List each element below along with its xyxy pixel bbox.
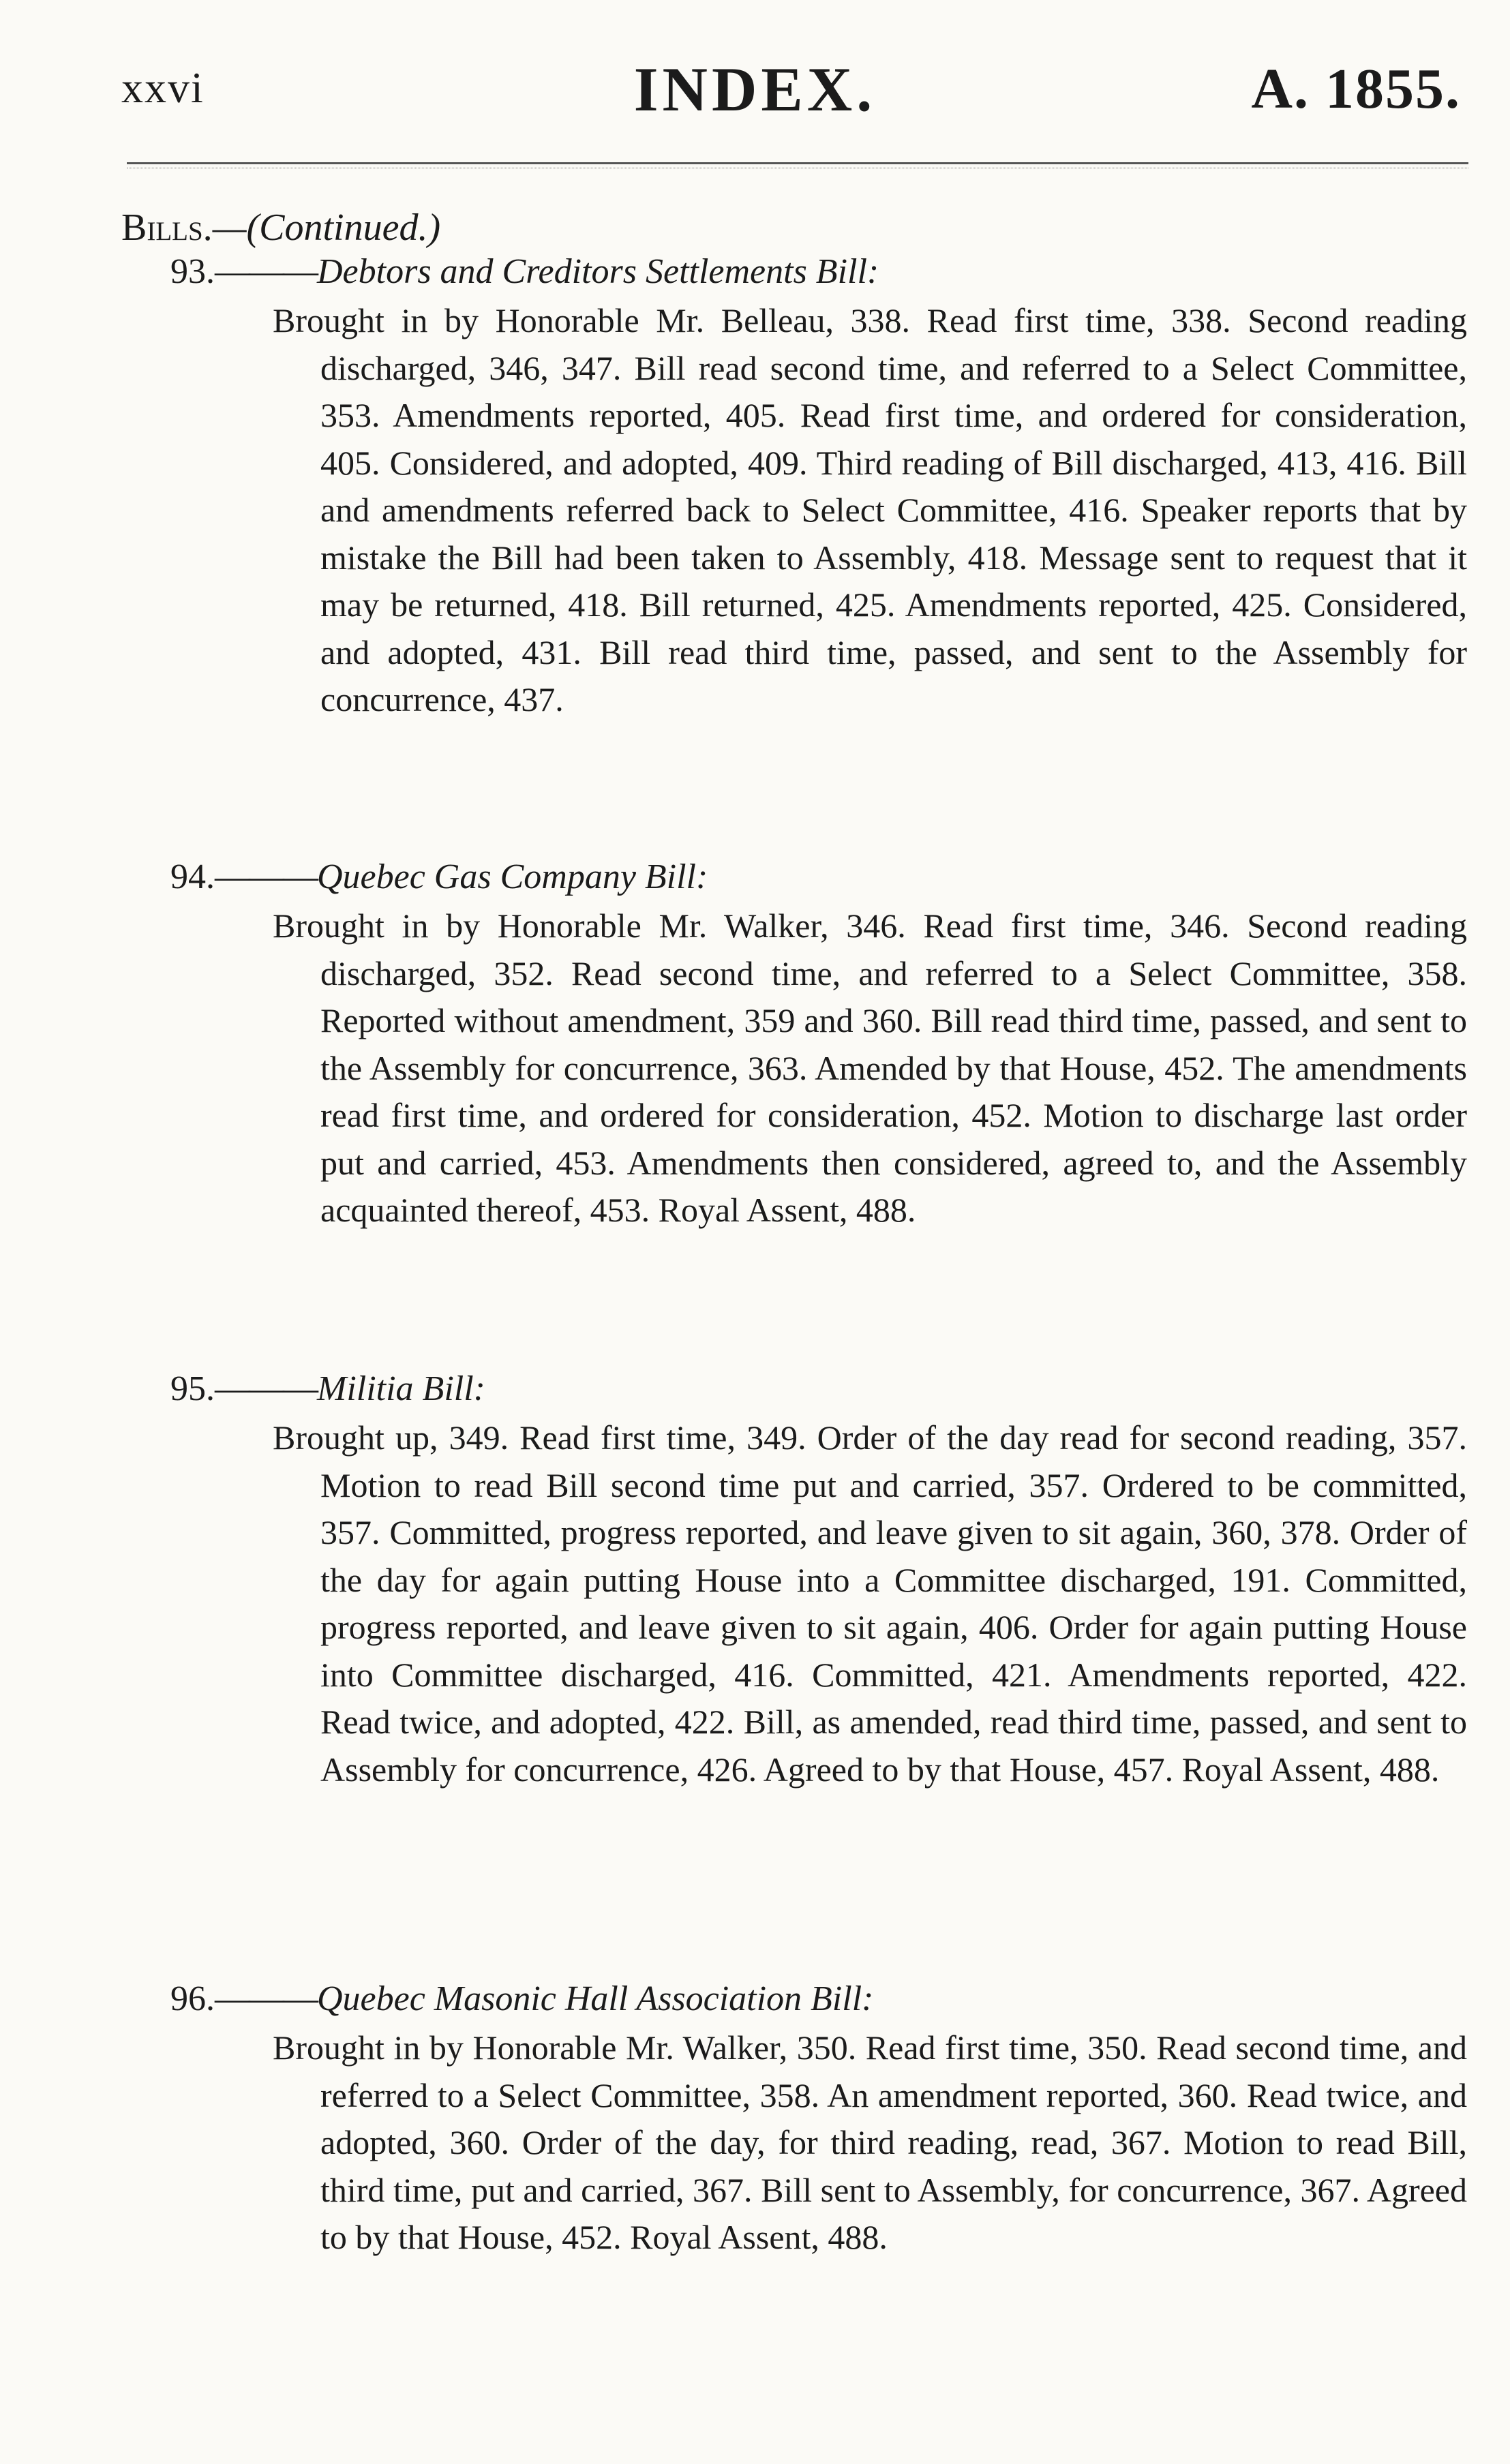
entry-dash: ——— [215, 857, 317, 896]
bill-entry [170, 853, 1468, 1234]
entry-dash: ——— [215, 1369, 317, 1408]
entry-number: 95. [170, 1369, 215, 1408]
entry-body: Brought in by Honorable Mr. Walker, 346. Read first time, 346. Second reading discharged, 352. Read second time, and referred to a Select Committee, 358. Reported without amendment, 359 and 360. Bill read third time, passed, and sent to the Assembly for concurrence, 363. Amended by that House, 452. The amendments read first time, and ordered for consideration, 452. Motion to discharge last order put and carried, 453. Amendments then considered, agreed to, and the Assembly acquainted thereof, 453. Royal Assent, 488. [273, 907, 1467, 1229]
bill-entry [170, 1975, 1468, 2262]
page-number: xxvi [121, 63, 205, 112]
bill-title: Debtors and Creditors Settlements Bill: [317, 252, 879, 291]
entry-number: 93. [170, 252, 215, 291]
entry-heading [170, 248, 1468, 296]
entry-number: 96. [170, 1979, 215, 2018]
section-continued: —(Continued.) [212, 207, 441, 249]
entry-body: Brought up, 349. Read first time, 349. Order of the day read for second reading, 357. Motion to read Bill second time put and carried, 357. Ordered to be committed, 357. Committed, progress reported, and leave given to sit again, 360, 378. Order of the day for again putting House into a Committee discharged, 191. Committed, progress reported, and leave given to sit again, 406. Order for again putting House into Committee discharged, 416. Committed, 421. Amendments reported, 422. Read twice, and adopted, 422. Bill, as amended, read third time, passed, and sent to Assembly for concurrence, 426. Agreed to by that House, 457. Royal Assent, 488. [273, 1418, 1467, 1789]
year-label: A. 1855. [1251, 57, 1461, 121]
entry-dash: ——— [215, 252, 317, 291]
section-name: Bills. [121, 207, 213, 249]
entry-dash: ——— [215, 1979, 317, 2018]
bill-title: Militia Bill: [317, 1369, 485, 1408]
bill-entry [170, 1365, 1468, 1793]
page-title: INDEX. [633, 55, 877, 124]
bill-title: Quebec Masonic Hall Association Bill: [317, 1979, 874, 2018]
header-rule [127, 162, 1468, 164]
page-header [0, 0, 1510, 164]
entry-body: Brought in by Honorable Mr. Belleau, 338. Read first time, 338. Second reading discharged, 346, 347. Bill read second time, and referred to a Select Committee, 353. Amendments reported, 405. Read first time, and ordered for consideration, 405. Considered, and adopted, 409. Third reading of Bill discharged, 413, 416. Bill and amendments referred back to Select Committee, 416. Speaker reports that by mistake the Bill had been taken to Assembly, 418. Message sent to request that it may be returned, 418. Bill returned, 425. Amendments reported, 425. Considered, and adopted, 431. Bill read third time, passed, and sent to the Assembly for concurrence, 437. [273, 301, 1467, 718]
entry-heading [170, 1365, 1468, 1413]
entry-heading [170, 1975, 1468, 2023]
entry-number: 94. [170, 857, 215, 896]
entry-body: Brought in by Honorable Mr. Walker, 350. Read first time, 350. Read second time, and referred to a Select Committee, 358. An amendment reported, 360. Read twice, and adopted, 360. Order of the day, for third reading, read, 367. Motion to read Bill, third time, put and carried, 367. Bill sent to Assembly, for concurrence, 367. Agreed to by that House, 452. Royal Assent, 488. [273, 2028, 1467, 2256]
entry-heading [170, 853, 1468, 901]
bill-title: Quebec Gas Company Bill: [317, 857, 708, 896]
section-heading [121, 206, 440, 249]
bill-entry [170, 248, 1468, 724]
